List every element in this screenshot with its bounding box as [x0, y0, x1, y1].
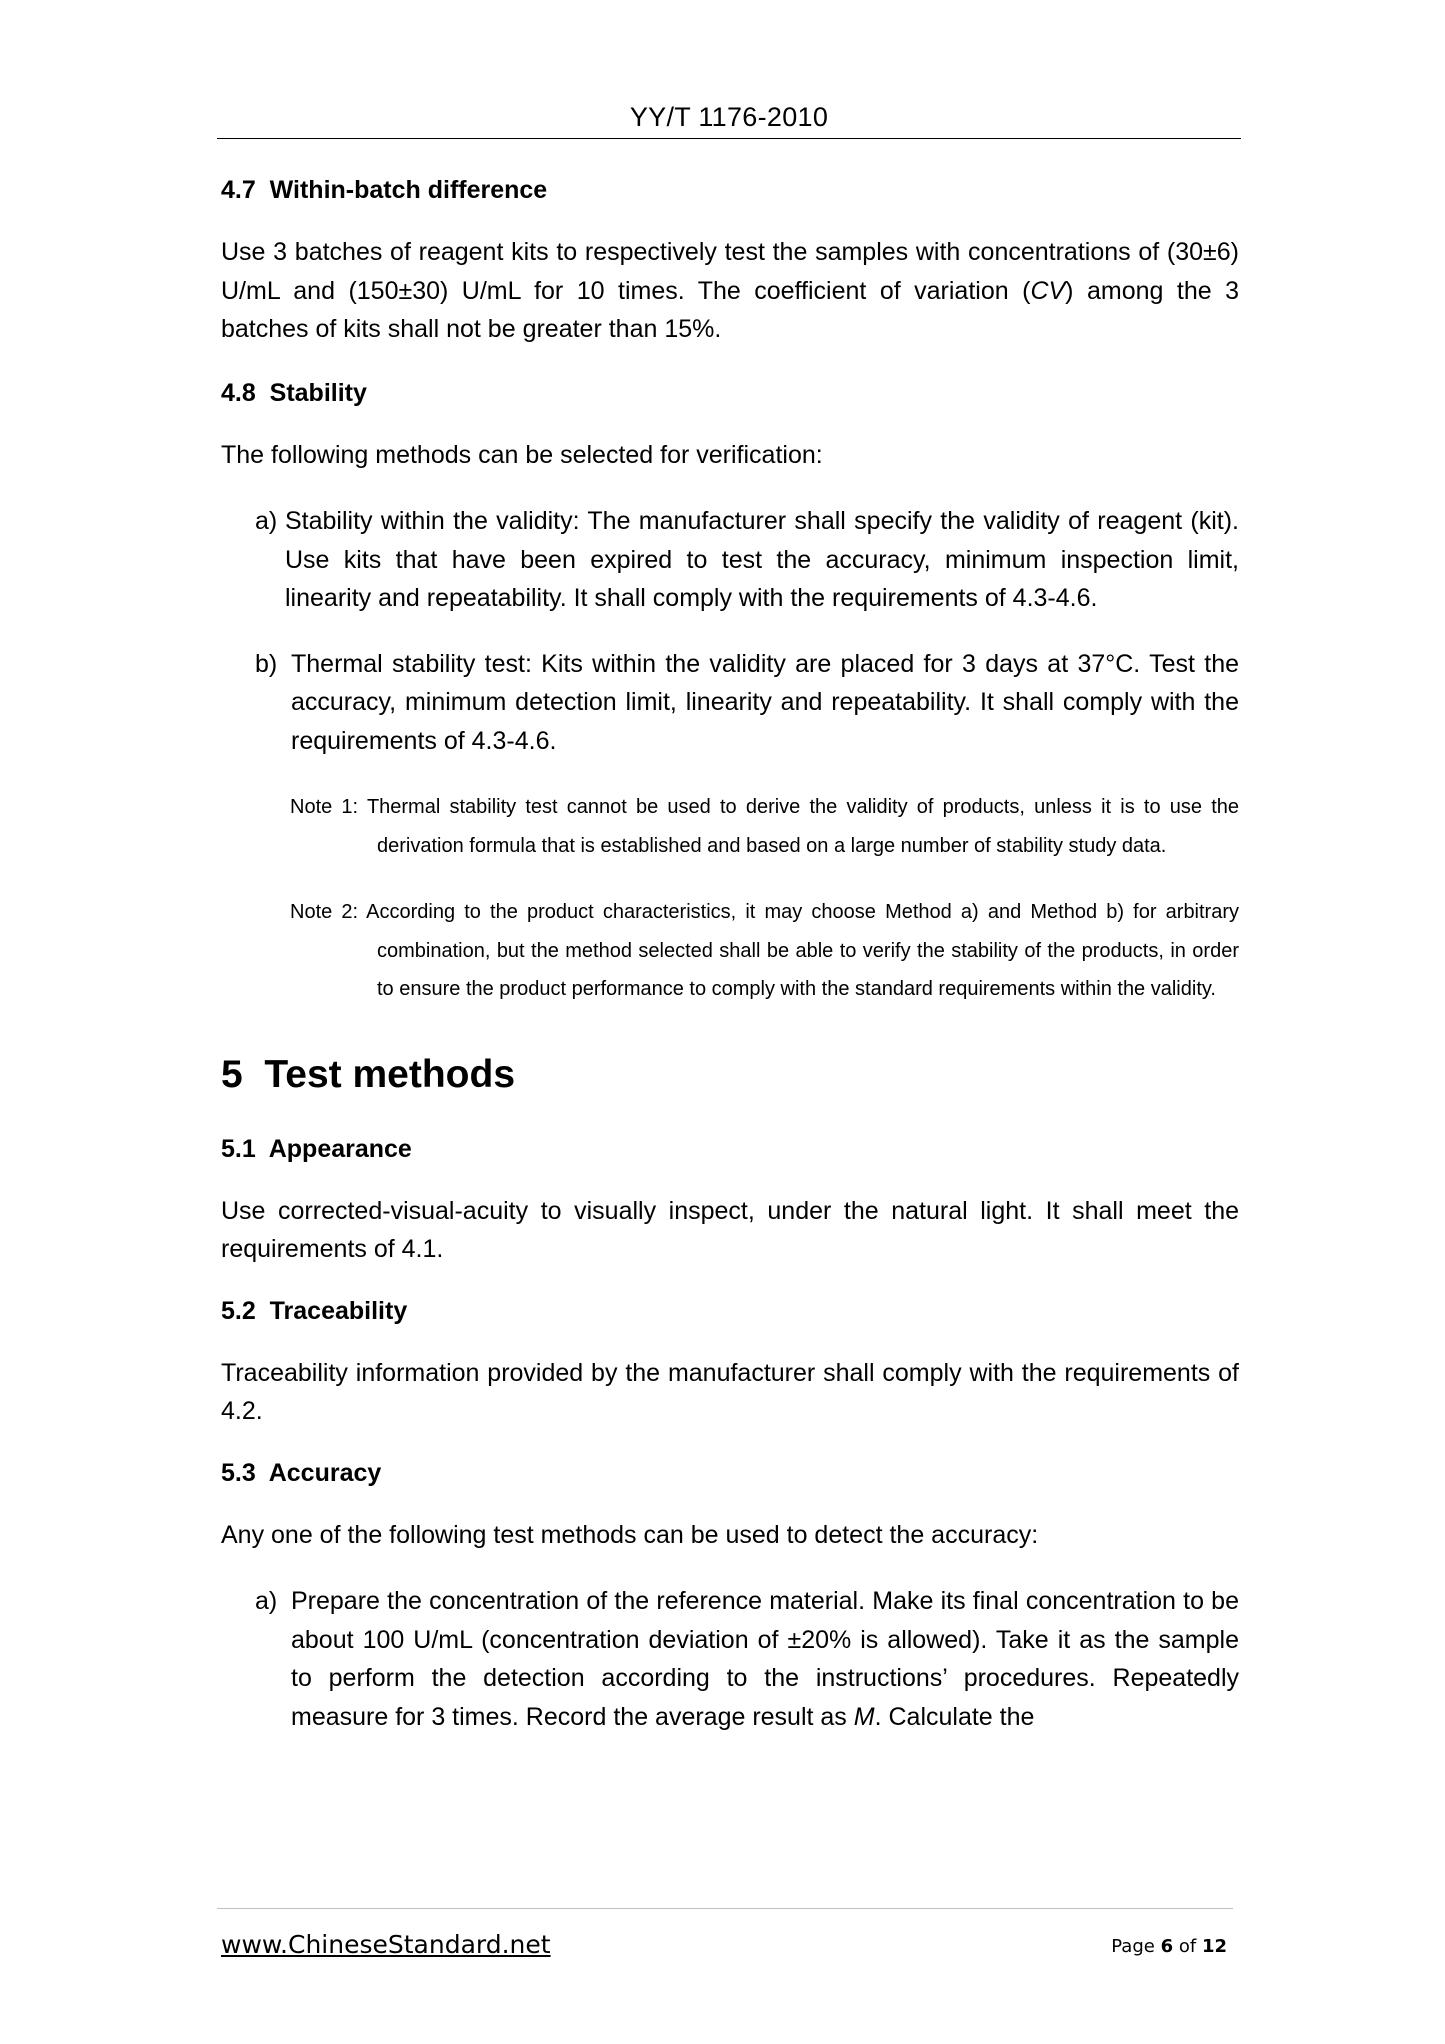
note-text: Thermal stability test cannot be used to derive the validity of products, unless it is to use the derivation formula that is established and based on a large number of stability study data.	[366, 796, 1239, 857]
item-text: Thermal stability test: Kits within the validity are placed for 3 days at 37°C. Test the accuracy, minimum detection limit, linearity and repeatability. It shall comply with the requirements of 4.3-4.6.	[291, 649, 1239, 755]
standard-code: YY/T 1176-2010	[629, 102, 829, 132]
section-4-8-heading: 4.8 Stability	[221, 378, 367, 407]
note-1	[290, 788, 1239, 865]
item-label: a)	[255, 1587, 278, 1615]
note-2	[290, 893, 1239, 1009]
item-label: a)	[255, 507, 278, 535]
page-header	[217, 100, 1241, 139]
current-page: 6	[1160, 1936, 1174, 1957]
note-label: Note 1:	[290, 796, 359, 818]
note-text: According to the product characteristics, it may choose Method a) and Method b) for arbitrary combination, but the method selected shall be able to verify the stability of the products, in order to ensure the product performance to comply with the standard requirements within the validity.	[366, 901, 1240, 1000]
list-item	[255, 645, 1239, 761]
section-4-7-body: Use 3 batches of reagent kits to respectively test the samples with concentrations of (30±6) U/mL and (150±30) U/mL for 10 times. The coefficient of variation (CV) among the 3 batches of kits shall not be greater than 15%.	[221, 238, 1240, 343]
stability-method-list	[255, 502, 1239, 760]
footer-divider	[217, 1908, 1233, 1909]
item-label: b)	[255, 649, 278, 678]
section-5-1-heading: 5.1 Appearance	[221, 1134, 412, 1163]
item-text: Stability within the validity: The manufacturer shall specify the validity of reagent (kit). Use kits that have been expired to test the accuracy, minimum inspection limit, linearity and repeatability. It shall comply with the requirements of 4.3-4.6.	[285, 507, 1239, 612]
section-5-3-intro: Any one of the following test methods can be used to detect the accuracy:	[221, 1520, 1039, 1549]
list-item	[255, 502, 1239, 618]
m-symbol: M	[853, 1702, 875, 1731]
section-5-2-heading: 5.2 Traceability	[221, 1296, 408, 1325]
section-5-3-heading: 5.3 Accuracy	[221, 1458, 382, 1487]
note-label: Note 2:	[290, 901, 359, 923]
section-4-7-heading: 4.7 Within-batch difference	[221, 176, 548, 204]
cv-symbol: CV	[1030, 276, 1066, 305]
total-pages: 12	[1201, 1936, 1227, 1957]
document-body	[221, 176, 1239, 1736]
section-5-1-body: Use corrected-visual-acuity to visually inspect, under the natural light. It shall meet the requirements of 4.1.	[221, 1196, 1239, 1263]
page-number: Page 6 of 12	[1111, 1936, 1227, 1957]
section-5-2-body: Traceability information provided by the manufacturer shall comply with the requirements of 4.2.	[221, 1358, 1239, 1425]
section-4-8-intro: The following methods can be selected for verification:	[221, 440, 823, 469]
list-item	[255, 1582, 1239, 1736]
accuracy-method-list	[255, 1582, 1239, 1736]
item-text: Prepare the concentration of the reference material. Make its final concentration to be about 100 U/mL (concentration deviation of ±20% is allowed). Take it as the sample to perform the detection according to the instructions’ procedures. Repeatedly measure for 3 times. Record the average result as M. Calculate the	[291, 1587, 1239, 1731]
footer-website-link[interactable]: www.ChineseStandard.net	[221, 1930, 551, 1959]
section-5-heading: 5 Test methods	[221, 1052, 516, 1096]
